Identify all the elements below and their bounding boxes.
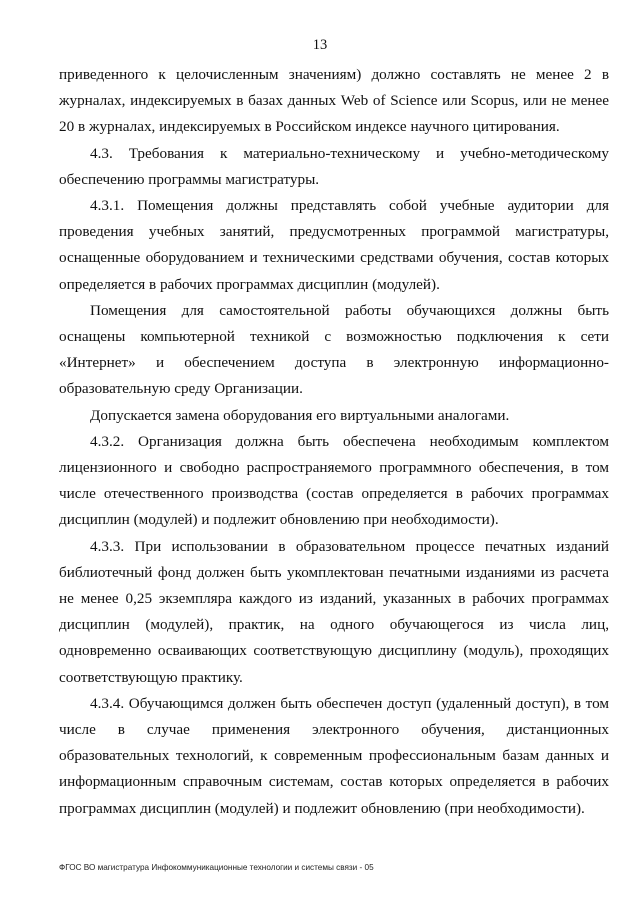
paragraph-virtual-analogs: Допускается замена оборудования его виртуальными аналогами. — [90, 406, 510, 424]
paragraph-self-study-rooms: Помещения для самостоятельной работы обучающихся должны быть оснащены компьютерной техникой с возможностью подключения к сети «Интернет» и обеспечением доступа в электронную информационно-образовательную среду Организации. — [59, 301, 609, 398]
paragraph-4-3-4: 4.3.4. Обучающимся должен быть обеспечен доступ (удаленный доступ), в том числе в случае применения электронного обучения, дистанционных образовательных технологий, к современным профессиональным базам данных и информационным справочным системам, состав которых определяется в рабочих программах дисциплин (модулей) и подлежит обновлению (при необходимости). — [59, 694, 609, 817]
paragraph-4-3-3: 4.3.3. При использовании в образовательном процессе печатных изданий библиотечный фонд должен быть укомплектован печатными изданиями из расчета не менее 0,25 экземпляра каждого из изданий, указанных в рабочих программах дисциплин (модулей), практик, на одного обучающегося из числа лиц, одновременно осваивающих соответствующую дисциплину (модуль), проходящих соответствующую практику. — [59, 537, 609, 686]
paragraph-4-3-2: 4.3.2. Организация должна быть обеспечена необходимым комплектом лицензионного и свободно распространяемого программного обеспечения, в том числе отечественного производства (состав определяется в рабочих программах дисциплин (модулей) и подлежит обновлению при необходимости). — [59, 432, 609, 529]
paragraph-continuation: приведенного к целочисленным значениям) должно составлять не менее 2 в журналах, индексируемых в базах данных Web of Science или Scopus, или не менее 20 в журналах, индексируемых в Российском индексе научного цитирования. — [59, 66, 609, 136]
document-body — [59, 62, 609, 822]
document-footer: ФГОС ВО магистратура Инфокоммуникационные технологии и системы связи - 05 — [59, 863, 374, 872]
page-number: 13 — [312, 37, 328, 53]
section-heading-4-3: 4.3. Требования к материально-техническому и учебно-методическому обеспечению программы магистратуры. — [59, 144, 609, 188]
paragraph-4-3-1: 4.3.1. Помещения должны представлять собой учебные аудитории для проведения учебных занятий, предусмотренных программой магистратуры, оснащенные оборудованием и техническими средствами обучения, состав которых определяется в рабочих программах дисциплин (модулей). — [59, 197, 609, 293]
